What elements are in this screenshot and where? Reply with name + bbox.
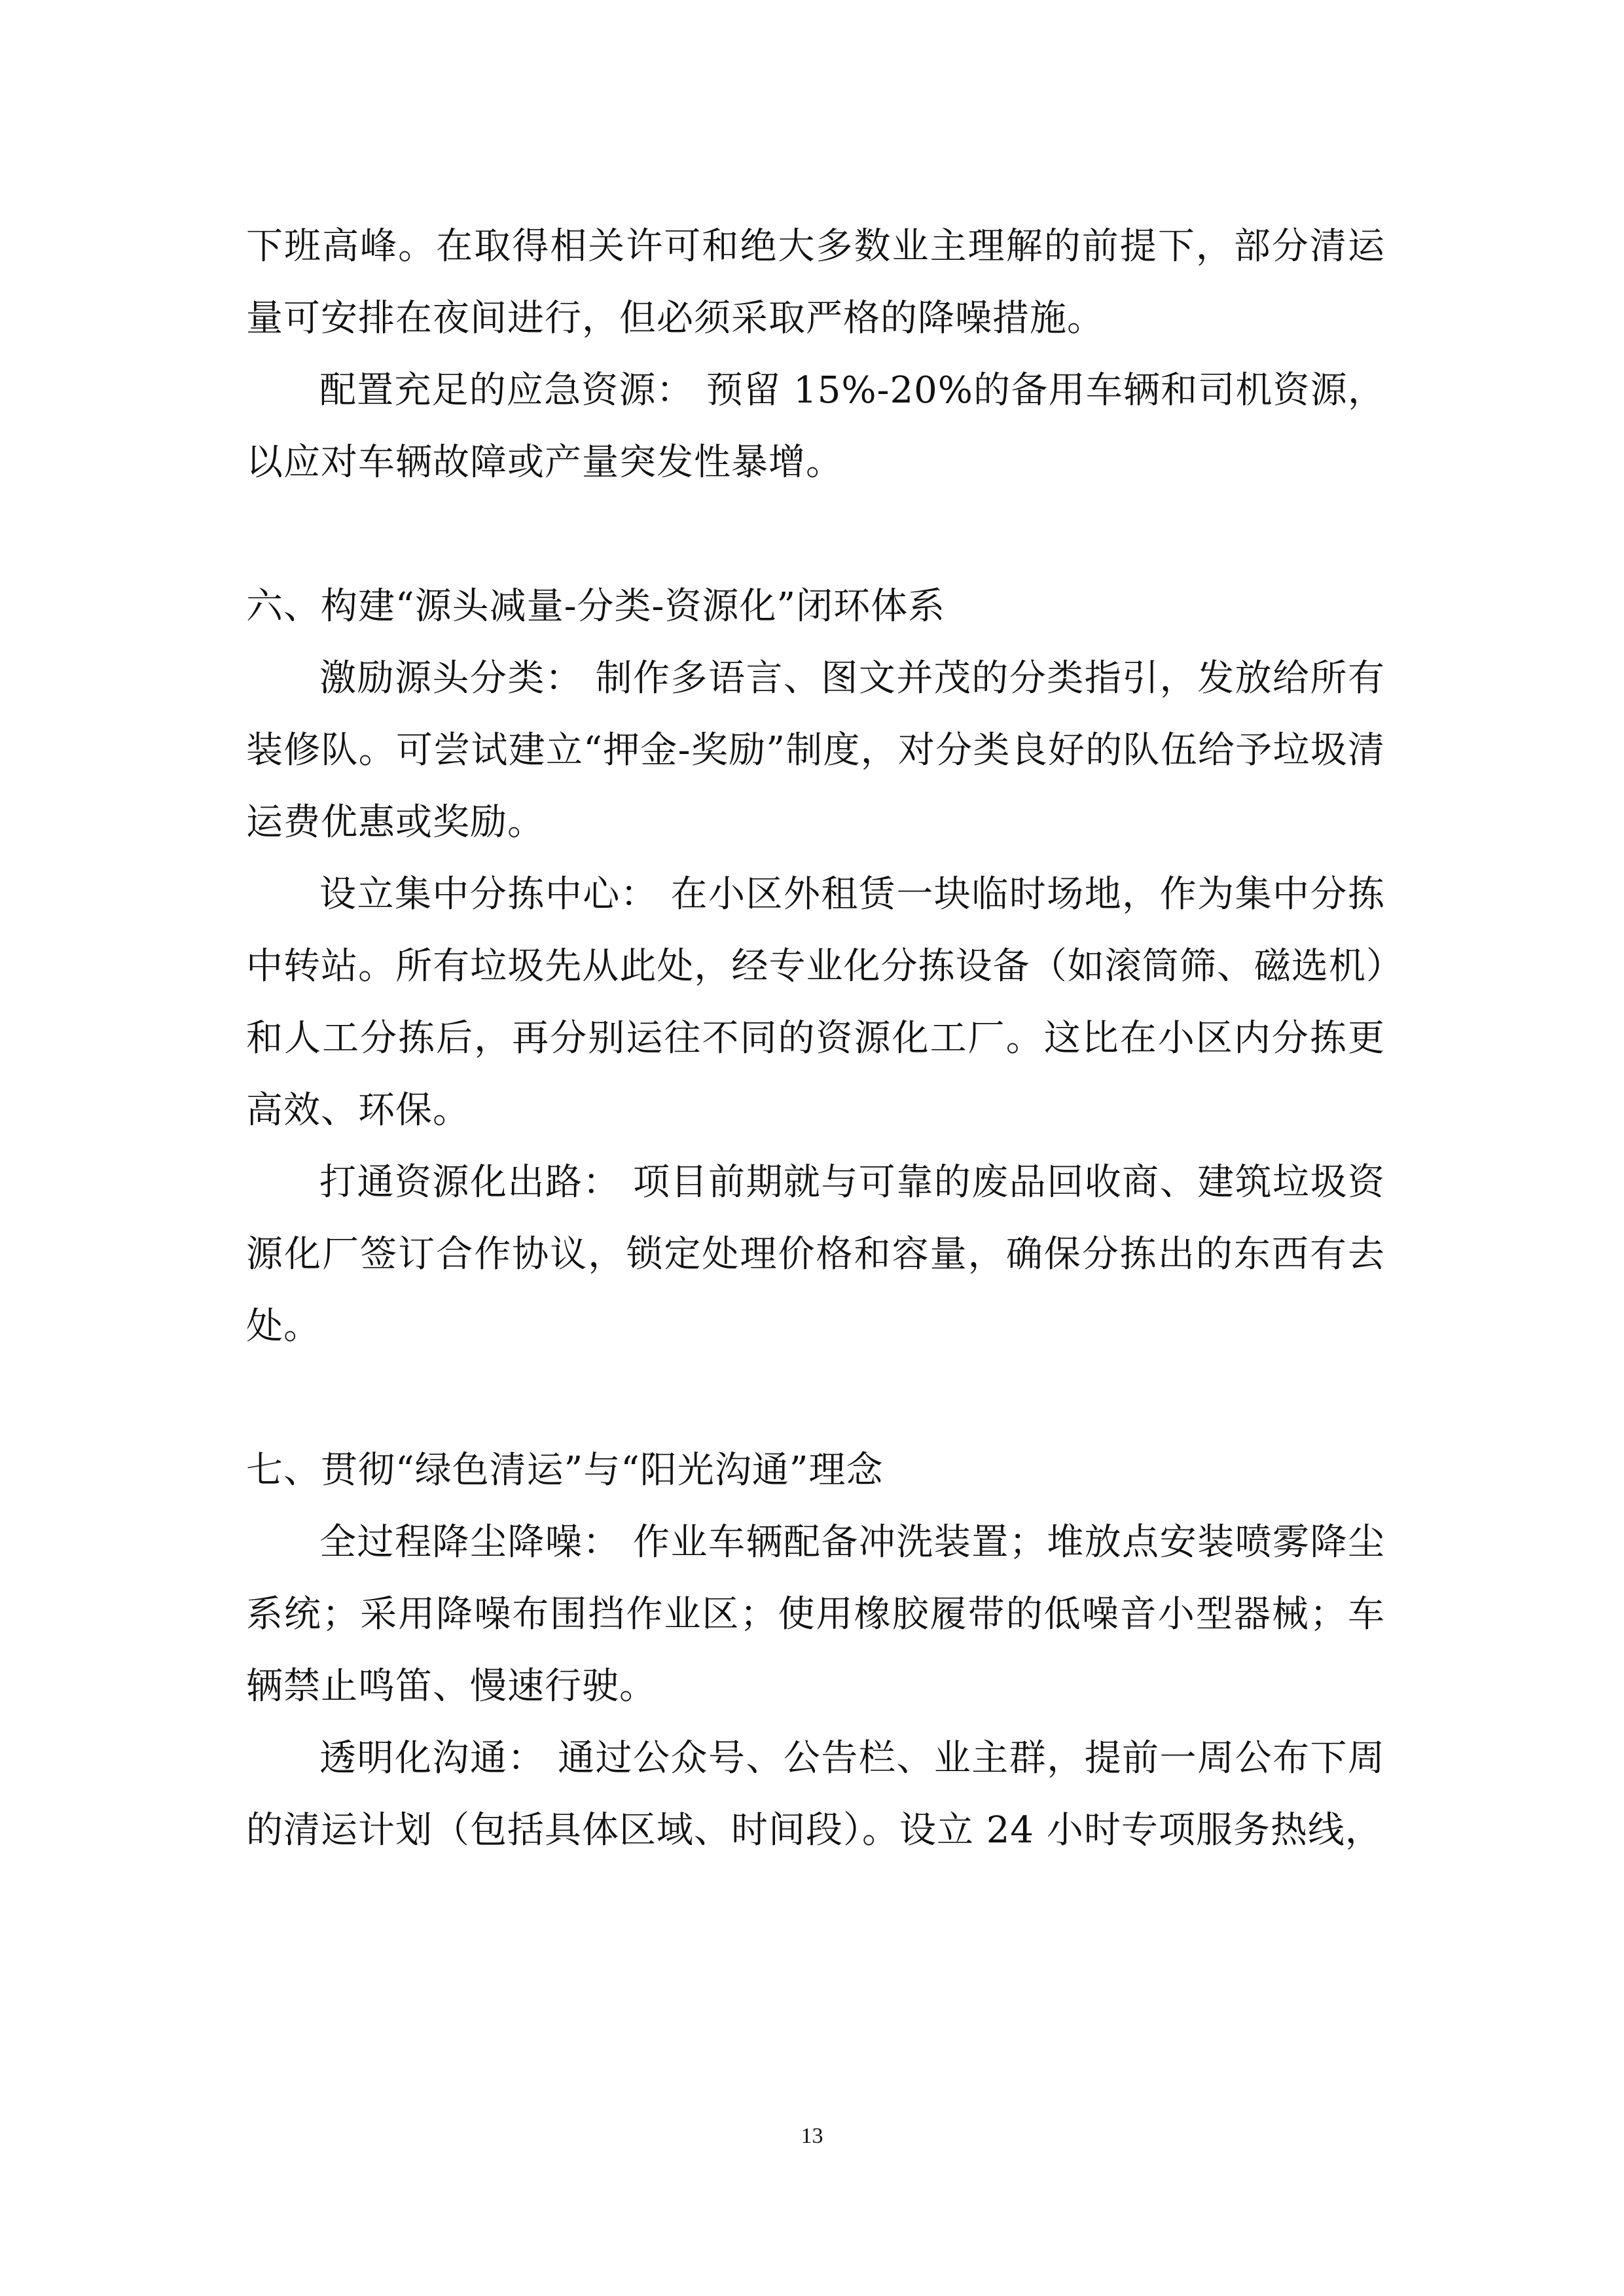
section-6-paragraph-3: 打通资源化出路： 项目前期就与可靠的废品回收商、建筑垃圾资源化厂签订合作协议，锁定处理价格和容量，确保分拣出的东西有去处。 — [246, 1161, 1385, 1348]
paragraph-continuation: 下班高峰。在取得相关许可和绝大多数业主理解的前提下，部分清运量可安排在夜间进行，但必须采取严格的降噪措施。 — [246, 225, 1385, 340]
section-7-heading: 七、贯彻“绿色清运”与“阳光沟通”理念 — [246, 1449, 884, 1492]
page-body — [246, 211, 1385, 1867]
section-spacer — [246, 499, 1385, 571]
section-7-paragraph-2: 透明化沟通： 通过公众号、公告栏、业主群，提前一周公布下周的清运计划（包括具体区域、时间段）。设立 24 小时专项服务热线， — [246, 1737, 1385, 1852]
section-6-paragraph-1: 激励源头分类： 制作多语言、图文并茂的分类指引，发放给所有装修队。可尝试建立“押金-奖励”制度，对分类良好的队伍给予垃圾清运费优惠或奖励。 — [246, 657, 1385, 844]
paragraph-emergency-resources: 配置充足的应急资源： 预留 15%-20%的备用车辆和司机资源，以应对车辆故障或产量突发性暴增。 — [246, 369, 1385, 484]
section-6-paragraph-2: 设立集中分拣中心： 在小区外租赁一块临时场地，作为集中分拣中转站。所有垃圾先从此处，经专业化分拣设备（如滚筒筛、磁选机）和人工分拣后，再分别运往不同的资源化工厂。这比在小区内分拣更高效、环保。 — [246, 873, 1385, 1132]
section-6-heading: 六、构建“源头减量-分类-资源化”闭环体系 — [246, 585, 946, 628]
section-spacer — [246, 1363, 1385, 1435]
page-number: 13 — [801, 2124, 823, 2148]
section-7-paragraph-1: 全过程降尘降噪： 作业车辆配备冲洗装置；堆放点安装喷雾降尘系统；采用降噪布围挡作业区；使用橡胶履带的低噪音小型器械；车辆禁止鸣笛、慢速行驶。 — [246, 1521, 1385, 1708]
